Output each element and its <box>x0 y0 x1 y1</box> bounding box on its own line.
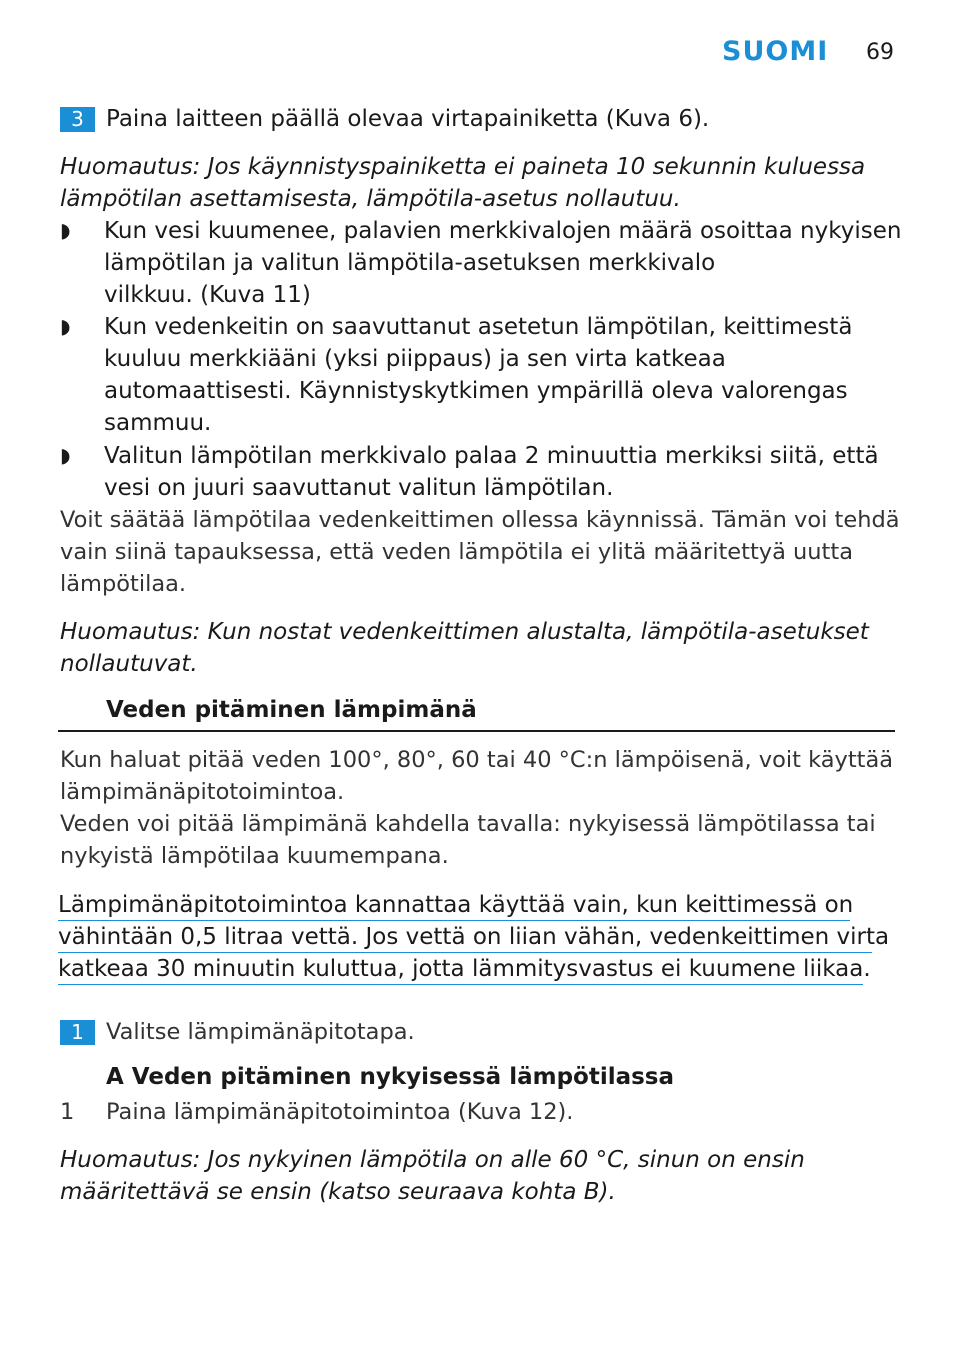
bullet-item <box>104 311 904 439</box>
substep-text: Paina lämpimänäpitotoimintoa (Kuva 12). <box>106 1099 574 1125</box>
step-number-badge: 3 <box>60 107 95 132</box>
bullet-line: Kun vedenkeitin on saavuttanut asetetun lämpötilan, keittimestä <box>104 314 853 340</box>
page-number: 69 <box>866 40 894 65</box>
step-text: Valitse lämpimänäpitotapa. <box>106 1019 415 1045</box>
step-number-badge: 1 <box>60 1020 95 1045</box>
bullet-icon: ◗ <box>60 218 71 242</box>
bullet-line: lämpötilan ja valitun lämpötila-asetuksen merkkivalo <box>104 250 716 276</box>
paragraph-line: vain siinä tapauksessa, että veden lämpötila ei ylitä määritettyä uutta <box>60 539 853 565</box>
note-line: Huomautus: Jos käynnistyspainiketta ei paineta 10 sekunnin kuluessa <box>60 154 866 180</box>
paragraph-line: Veden voi pitää lämpimänä kahdella tavalla: nykyisessä lämpötilassa tai <box>60 811 876 837</box>
bullet-item <box>104 215 904 311</box>
step-text: Paina laitteen päällä olevaa virtapainiketta (Kuva 6). <box>106 106 710 132</box>
language-label: SUOMI <box>722 36 829 67</box>
note-line: määritettävä se ensin (katso seuraava kohta B). <box>60 1179 616 1205</box>
note-line: Huomautus: Jos nykyinen lämpötila on alle 60 °C, sinun on ensin <box>60 1147 805 1173</box>
note-line: Huomautus: Kun nostat vedenkeittimen alustalta, lämpötila-asetukset <box>60 619 869 645</box>
note-line: nollautuvat. <box>60 651 198 677</box>
bullet-line: Kun vesi kuumenee, palavien merkkivalojen määrä osoittaa nykyisen <box>104 218 902 244</box>
paragraph-line: lämpimänäpitotoimintoa. <box>60 779 345 805</box>
warning-line: Lämpimänäpitotoimintoa kannattaa käyttää vain, kun keittimessä on <box>58 890 850 921</box>
bullet-icon: ◗ <box>60 314 71 338</box>
note-line: lämpötilan asettamisesta, lämpötila-asetus nollautuu. <box>60 186 681 212</box>
bullet-icon: ◗ <box>60 443 71 467</box>
paragraph-line: Kun haluat pitää veden 100°, 80°, 60 tai 40 °C:n lämpöisenä, voit käyttää <box>60 747 894 773</box>
section-heading: Veden pitäminen lämpimänä <box>106 697 477 723</box>
subsection-heading: A Veden pitäminen nykyisessä lämpötilassa <box>106 1064 675 1090</box>
bullet-line: Valitun lämpötilan merkkivalo palaa 2 minuuttia merkiksi siitä, että <box>104 443 879 469</box>
bullet-line: automaattisesti. Käynnistyskytkimen ympärillä oleva valorengas <box>104 378 848 404</box>
bullet-line: kuuluu merkkiääni (yksi piippaus) ja sen virta katkeaa <box>104 346 726 372</box>
paragraph-line: lämpötilaa. <box>60 571 187 597</box>
warning-line: vähintään 0,5 litraa vettä. Jos vettä on liian vähän, vedenkeittimen virta <box>58 922 872 953</box>
paragraph-line: nykyistä lämpötilaa kuumempana. <box>60 843 449 869</box>
bullet-line: vilkkuu. (Kuva 11) <box>104 282 311 308</box>
section-divider <box>58 730 895 732</box>
warning-line: katkeaa 30 minuutin kuluttua, jotta lämmitysvastus ei kuumene liikaa. <box>58 954 863 985</box>
bullet-line: vesi on juuri saavuttanut valitun lämpötilan. <box>104 475 614 501</box>
substep-number: 1 <box>60 1099 75 1125</box>
bullet-line: sammuu. <box>104 410 212 436</box>
paragraph-line: Voit säätää lämpötilaa vedenkeittimen ollessa käynnissä. Tämän voi tehdä <box>60 507 900 533</box>
bullet-item <box>104 440 904 504</box>
